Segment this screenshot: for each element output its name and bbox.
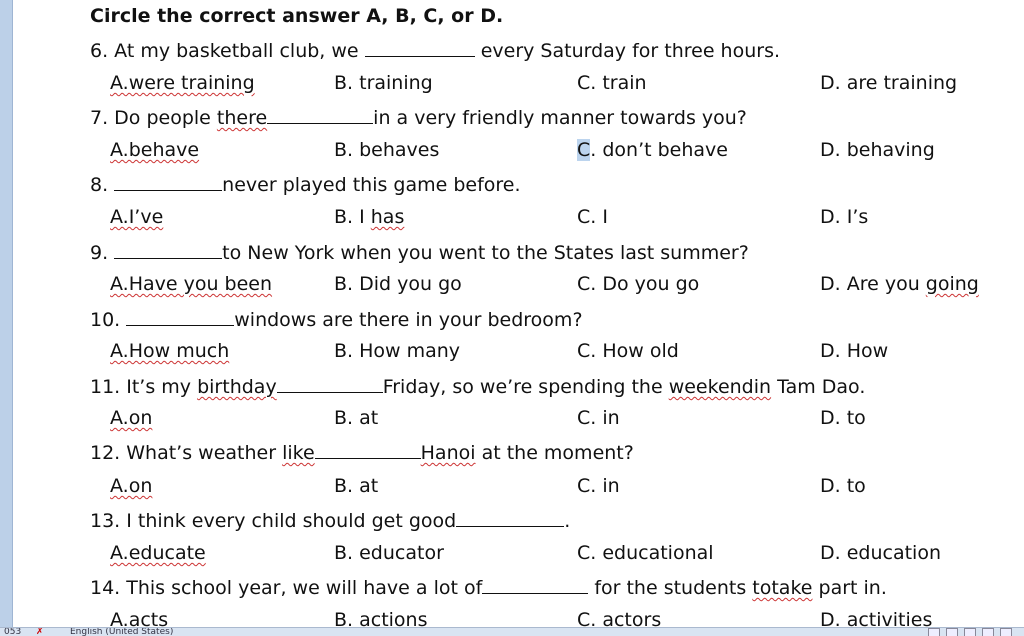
q6-option-d[interactable]: D. are training <box>820 72 958 94</box>
q14-option-d[interactable]: D. activities <box>820 609 933 627</box>
q14-option-c[interactable]: C. actors <box>577 609 662 627</box>
q9-option-c[interactable]: C. Do you go <box>577 273 700 295</box>
q12-option-b[interactable]: B. at <box>334 475 379 497</box>
q11-option-a[interactable]: A.on <box>110 407 153 429</box>
proofing-error-icon[interactable]: ✗ <box>36 627 44 636</box>
answer-blank <box>267 105 373 124</box>
q13-option-b[interactable]: B. educator <box>334 542 444 564</box>
answer-blank <box>114 172 222 191</box>
q9-option-a[interactable]: A.Have you been <box>110 273 273 295</box>
q6-option-c[interactable]: C. train <box>577 72 647 94</box>
q7-option-d[interactable]: D. behaving <box>820 139 935 161</box>
q12-option-a[interactable]: A.on <box>110 475 153 497</box>
q11-option-c[interactable]: C. in <box>577 407 620 429</box>
question-8: 8. never played this game before. <box>90 174 521 196</box>
document-page[interactable] <box>90 0 1010 627</box>
answer-blank <box>277 374 383 393</box>
answer-blank <box>315 440 421 459</box>
q14-option-b[interactable]: B. actions <box>334 609 428 627</box>
text-selection: C <box>577 139 591 161</box>
q8-option-d[interactable]: D. I’s <box>820 206 869 228</box>
answer-blank <box>114 240 222 259</box>
q7-option-a[interactable]: A.behave <box>110 139 200 161</box>
question-9: 9. to New York when you went to the States last summer? <box>90 242 749 264</box>
q12-option-d[interactable]: D. to <box>820 475 866 497</box>
q10-option-d[interactable]: D. How <box>820 340 889 362</box>
question-10: 10. windows are there in your bedroom? <box>90 309 583 331</box>
q13-option-a[interactable]: A.educate <box>110 542 206 564</box>
q7-option-c[interactable]: C. don’t behave <box>577 139 728 161</box>
q10-option-a[interactable]: A.How much <box>110 340 230 362</box>
q11-option-b[interactable]: B. at <box>334 407 379 429</box>
q10-option-b[interactable]: B. How many <box>334 340 461 362</box>
q9-option-b[interactable]: B. Did you go <box>334 273 462 295</box>
q6-option-a[interactable]: A.were training <box>110 72 255 94</box>
q14-option-a[interactable]: A.acts <box>110 609 169 627</box>
q13-option-c[interactable]: C. educational <box>577 542 714 564</box>
question-6: 6. At my basketball club, we every Saturday for three hours. <box>90 40 781 62</box>
question-12: 12. What’s weather like Hanoi at the moment? <box>90 442 634 464</box>
answer-blank <box>126 307 234 326</box>
q12-option-c[interactable]: C. in <box>577 475 620 497</box>
question-11: 11. It’s my birthday Friday, so we’re spending the weekendin Tam Dao. <box>90 376 866 398</box>
answer-blank <box>456 508 564 527</box>
question-13: 13. I think every child should get good . <box>90 510 571 532</box>
q8-option-b[interactable]: B. I has <box>334 206 405 228</box>
q8-option-a[interactable]: A.I’ve <box>110 206 164 228</box>
answer-blank <box>365 38 475 57</box>
language-indicator[interactable]: English (United States) <box>70 627 174 636</box>
question-7: 7. Do people there in a very friendly manner towards you? <box>90 107 747 129</box>
q8-option-c[interactable]: C. I <box>577 206 608 228</box>
instruction-heading: Circle the correct answer A, B, C, or D. <box>90 5 504 27</box>
q7-option-b[interactable]: B. behaves <box>334 139 440 161</box>
question-14: 14. This school year, we will have a lot of for the students totake part in. <box>90 577 887 599</box>
q11-option-d[interactable]: D. to <box>820 407 866 429</box>
window-left-edge <box>0 0 13 635</box>
page-number: 053 <box>4 627 22 636</box>
q9-option-d[interactable]: D. Are you going <box>820 273 979 295</box>
answer-blank <box>482 575 588 594</box>
q10-option-c[interactable]: C. How old <box>577 340 679 362</box>
q13-option-d[interactable]: D. education <box>820 542 941 564</box>
q6-option-b[interactable]: B. training <box>334 72 433 94</box>
